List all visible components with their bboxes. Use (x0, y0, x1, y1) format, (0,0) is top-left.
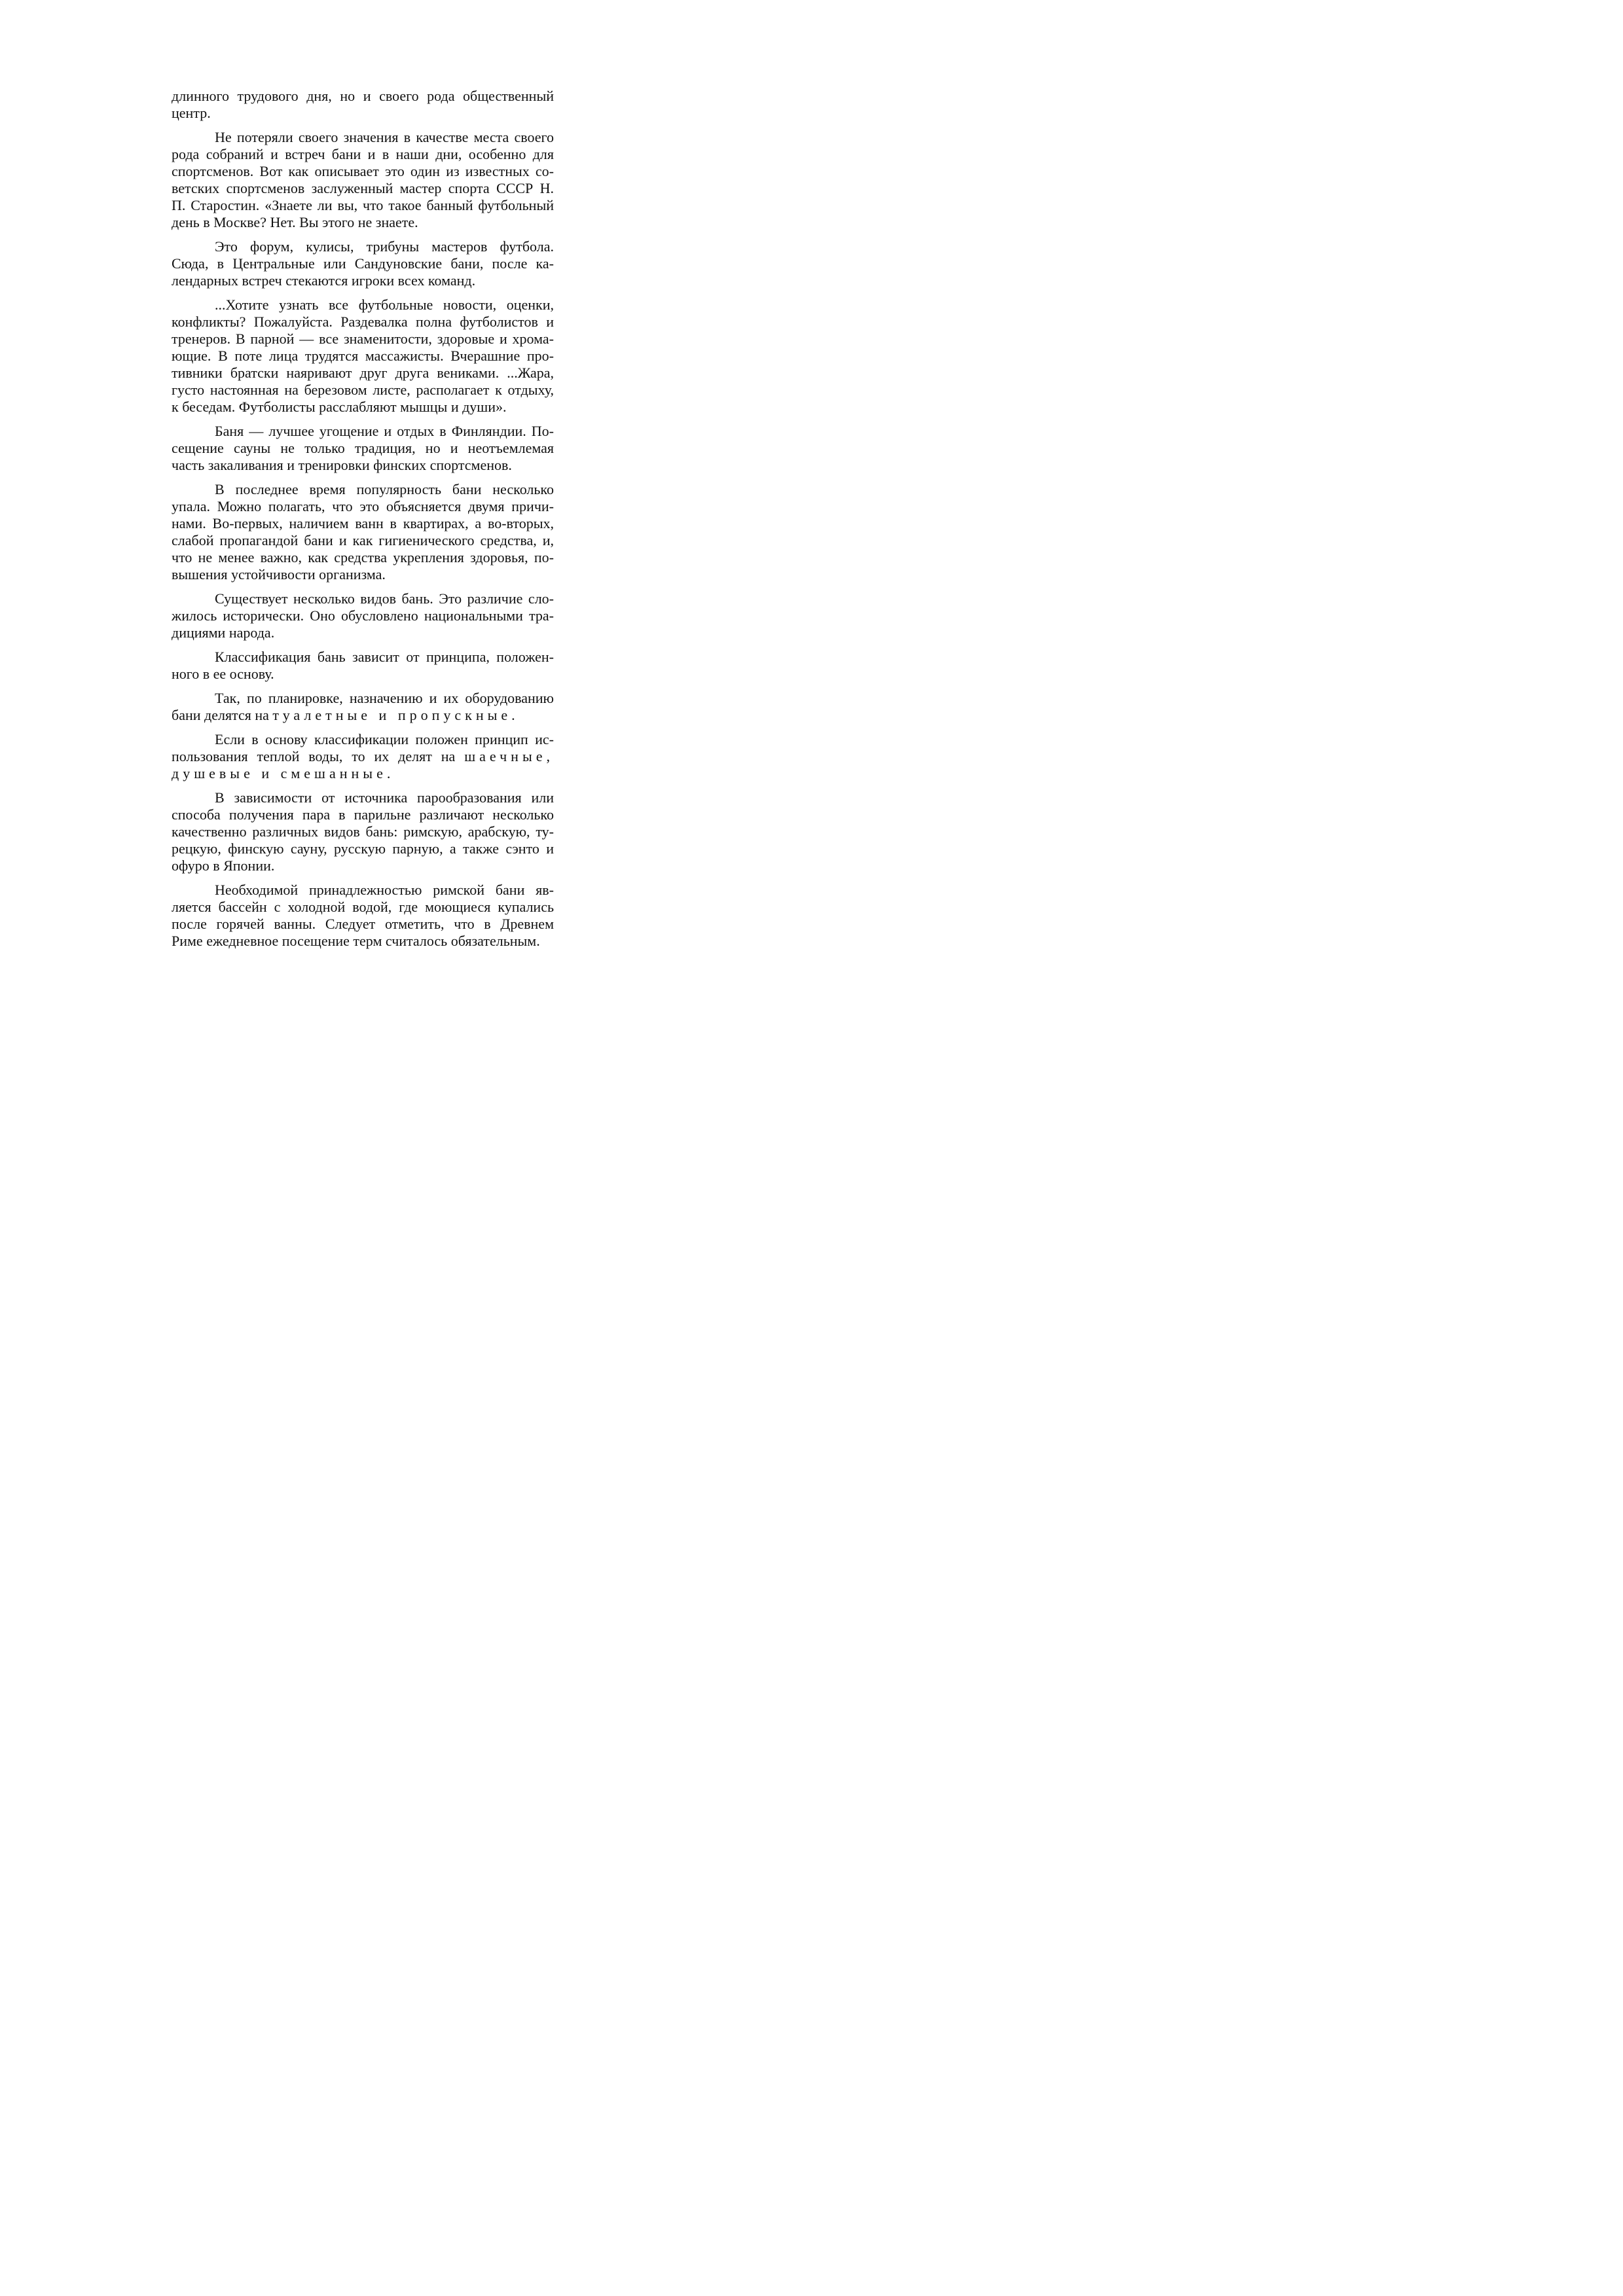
text-line: часть закаливания и тренировки финских спортсменов. (172, 457, 512, 473)
text-line: тивники братски наяривают друг друга вениками. ...Жара, (172, 365, 554, 381)
paragraph (172, 481, 554, 583)
text-line: дициями народа. (172, 624, 275, 641)
text-line: Так, по планировке, назначению и их оборудованию (215, 690, 554, 706)
text-line: сещение сауны не только традиция, но и неотъемлемая (172, 440, 554, 456)
text-line: В зависимости от источника парообразования или (215, 789, 554, 806)
text-line: ветских спортсменов заслуженный мастер спорта СССР Н. (172, 180, 554, 196)
text-line: рода собраний и встреч бани и в наши дни, особенно для (172, 146, 554, 162)
document-page (0, 0, 723, 1021)
text-line: центр. (172, 105, 211, 121)
paragraph (172, 590, 554, 641)
paragraph (172, 789, 554, 874)
text-line: тренеров. В парной — все знаменитости, здоровые и хрома- (172, 331, 554, 347)
text-line: Сюда, в Центральные или Сандуновские бани, после ка- (172, 255, 554, 272)
paragraph (172, 731, 554, 782)
paragraph (172, 88, 554, 122)
paragraph (172, 690, 554, 724)
text-line: П. Старостин. «Знаете ли вы, что такое банный футбольный (172, 197, 554, 213)
text-line: спортсменов. Вот как описывает это один из известных со- (172, 163, 554, 179)
text-line: упала. Можно полагать, что это объясняется двумя причи- (172, 498, 554, 514)
text-line: Необходимой принадлежностью римской бани яв- (215, 882, 554, 898)
text-line: густо настоянная на березовом листе, располагает к отдыху, (172, 382, 554, 398)
text-line: рецкую, финскую сауну, русскую парную, а также сэнто и (172, 840, 554, 857)
text-line: Не потеряли своего значения в качестве места своего (215, 129, 554, 145)
spaced-emphasis: туалетные и пропускные. (272, 707, 519, 723)
text-line: что не менее важно, как средства укрепления здоровья, по- (172, 549, 554, 565)
text-line: нами. Во-первых, наличием ванн в квартирах, а во-вторых, (172, 515, 554, 531)
text-line: жилось исторически. Оно обусловлено национальными тра- (172, 607, 554, 624)
text-line: к беседам. Футболисты расслабляют мышцы и души». (172, 399, 507, 415)
text-line: длинного трудового дня, но и своего рода общественный (172, 88, 554, 104)
text-line: ного в ее основу. (172, 666, 274, 682)
text-line: Это форум, кулисы, трибуны мастеров футбола. (215, 238, 554, 255)
spaced-emphasis: душевые и смешанные. (172, 765, 395, 781)
paragraph (172, 238, 554, 289)
text-line: после горячей ванны. Следует отметить, что в Древнем (172, 916, 554, 932)
text-line: ляется бассейн с холодной водой, где моющиеся купались (172, 899, 554, 915)
text-line: конфликты? Пожалуйста. Раздевалка полна футболистов и (172, 314, 554, 330)
text-line: лендарных встреч стекаются игроки всех команд. (172, 272, 476, 289)
body-text (172, 88, 554, 957)
text-line: Классификация бань зависит от принципа, положен- (215, 649, 554, 665)
text-line: слабой пропагандой бани и как гигиенического средства, и, (172, 532, 554, 548)
paragraph (172, 129, 554, 231)
text-line: офуро в Японии. (172, 857, 275, 874)
paragraph (172, 296, 554, 416)
text-line: ...Хотите узнать все футбольные новости, оценки, (215, 296, 554, 313)
paragraph (172, 423, 554, 474)
text-line: Риме ежедневное посещение терм считалось обязательным. (172, 933, 540, 949)
text-line (172, 748, 554, 765)
text-line: способа получения пара в парильне различают несколько (172, 806, 554, 823)
text-line: качественно различных видов бань: римскую, арабскую, ту- (172, 823, 554, 840)
spaced-emphasis: шаечные, (464, 748, 554, 764)
text-line: Если в основу классификации положен принцип ис- (215, 731, 554, 747)
text-line: Баня — лучшее угощение и отдых в Финляндии. По- (215, 423, 554, 439)
text-line: ющие. В поте лица трудятся массажисты. Вчерашние про- (172, 348, 554, 364)
text-run: бани делятся на (172, 707, 273, 723)
text-line: вышения устойчивости организма. (172, 566, 386, 583)
paragraph (172, 649, 554, 683)
text-line (172, 765, 554, 782)
text-line: день в Москве? Нет. Вы этого не знаете. (172, 214, 418, 230)
paragraph (172, 882, 554, 950)
text-line (172, 707, 554, 724)
text-line: В последнее время популярность бани несколько (215, 481, 554, 497)
text-line: Существует несколько видов бань. Это различие сло- (215, 590, 554, 607)
text-run: пользования теплой воды, то их делят на (172, 748, 465, 764)
